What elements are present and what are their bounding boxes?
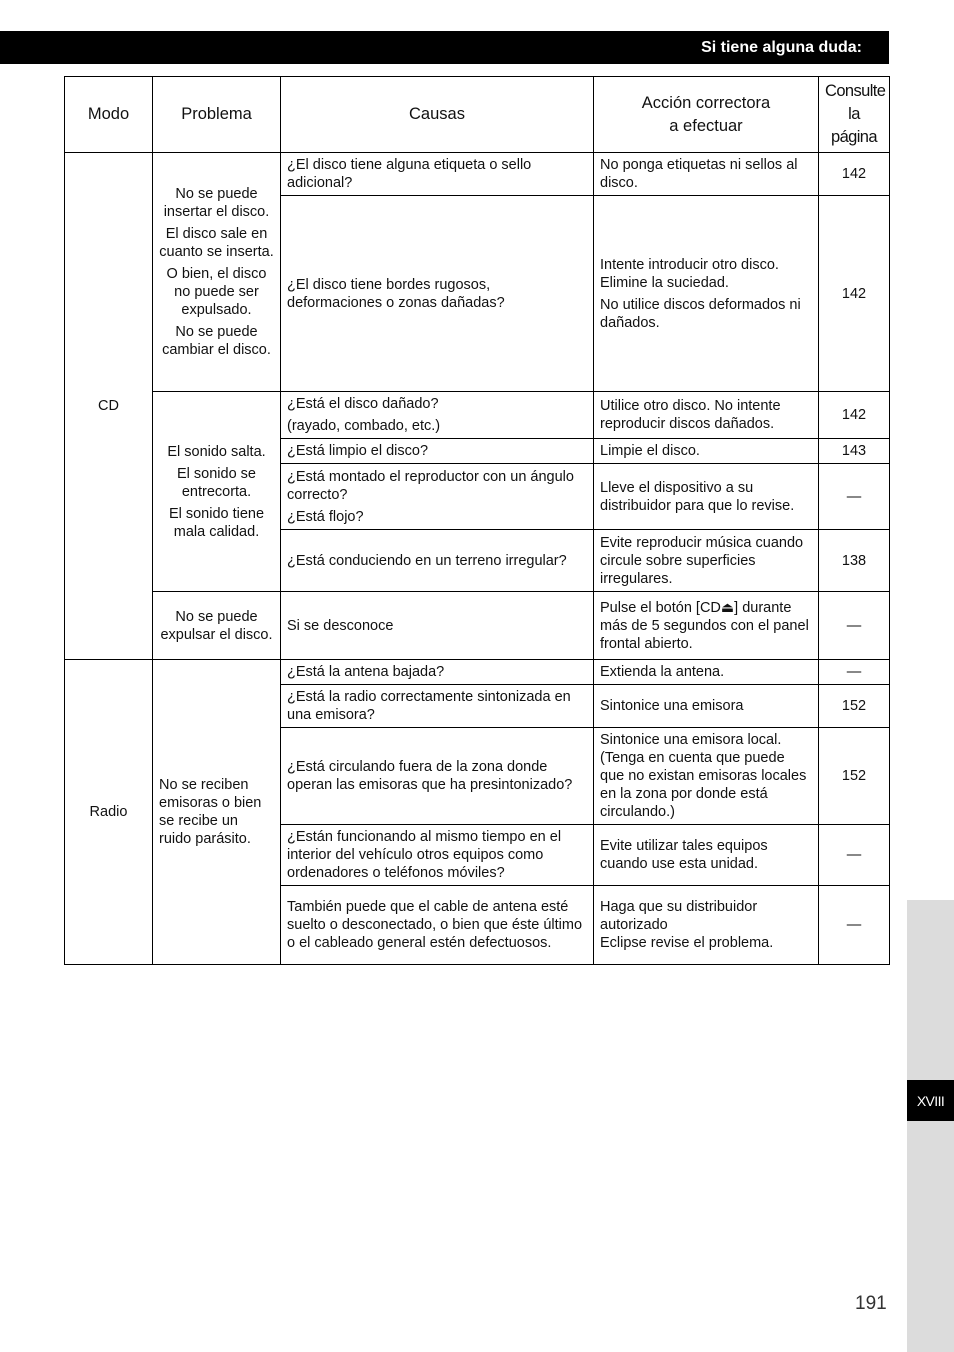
action-text: Haga que su distribuidor autorizado [600, 899, 758, 933]
cause-text: ¿El disco tiene bordes rugosos, deformaciones o zonas dañadas? [287, 276, 505, 311]
cause-cell [281, 464, 594, 530]
problem-text: El sonido se entrecorta. [177, 465, 256, 500]
table-row [65, 592, 890, 660]
action-cell [594, 685, 819, 728]
cause-text: ¿Están funcionando al mismo tiempo en el interior del vehículo otros equipos como ordenadores o teléfonos móviles? [287, 829, 562, 881]
problem-text: El sonido tiene mala calidad. [168, 505, 265, 540]
cause-text: ¿Está montado el reproductor con un ángulo correcto? [287, 468, 574, 503]
page-ref-cell: — [819, 464, 890, 530]
cause-text: ¿Está limpio el disco? [287, 443, 429, 459]
cause-cell [281, 530, 594, 592]
page-ref-cell: — [819, 886, 890, 965]
problem-cell [153, 392, 281, 592]
action-text: Limpie el disco. [600, 443, 700, 459]
action-text: Sintonice una emisora [600, 698, 744, 714]
action-text: durante más de 5 segundos con el panel frontal abierto. [600, 600, 809, 652]
action-text: Evite reproducir música cuando circule sobre superficies irregulares. [600, 534, 804, 587]
problem-text: O bien, el disco no puede ser expulsado. [166, 266, 267, 318]
action-cell [594, 592, 819, 660]
table-row [65, 660, 890, 685]
action-cell [594, 196, 819, 392]
action-cell [594, 464, 819, 530]
action-text: No utilice discos deformados ni dañados. [600, 296, 801, 331]
section-header-bar [0, 31, 889, 64]
problem-cell [153, 592, 281, 660]
side-tab [907, 900, 954, 1352]
mode-cell-radio: Radio [65, 660, 153, 965]
table-header-row [65, 77, 890, 153]
action-text: Extienda la antena. [600, 664, 725, 680]
page-ref-cell: — [819, 825, 890, 886]
col-header-action: Acción correctora a efectuar [594, 77, 819, 153]
problem-cell [153, 660, 281, 965]
col-header-problem: Problema [153, 77, 281, 153]
action-text: Pulse el botón [CD [600, 600, 721, 616]
page-ref-cell: 142 [819, 196, 890, 392]
page-ref-cell: — [819, 660, 890, 685]
cause-text: ¿Está la antena bajada? [287, 664, 445, 680]
problem-text: El disco sale en cuanto se inserta. [159, 226, 274, 260]
problem-text: No se puede insertar el disco. [163, 186, 270, 220]
cause-cell [281, 392, 594, 439]
action-cell [594, 660, 819, 685]
page-number: 191 [855, 1293, 887, 1314]
cause-cell [281, 153, 594, 196]
table-row [65, 153, 890, 196]
problem-cell [153, 153, 281, 392]
action-cell [594, 825, 819, 886]
col-header-mode: Modo [65, 77, 153, 153]
action-text: Eclipse revise el problema. [600, 935, 774, 951]
page-ref-cell: — [819, 592, 890, 660]
page-ref-cell: 152 [819, 728, 890, 825]
cause-text: También puede que el cable de antena esté suelto o desconectado, o bien que éste último o el cableado general estén defectuosos. [287, 899, 583, 951]
problem-text: El sonido salta. [167, 443, 266, 460]
col-header-causes: Causas [281, 77, 594, 153]
cause-cell [281, 660, 594, 685]
action-text: No ponga etiquetas ni sellos al disco. [600, 157, 798, 191]
cause-cell [281, 439, 594, 464]
action-cell [594, 728, 819, 825]
action-text: Intente introducir otro disco. Elimine la suciedad. [600, 256, 779, 291]
chapter-label: XVIII [907, 1080, 954, 1121]
cause-cell [281, 685, 594, 728]
problem-text: No se puede expulsar el disco. [160, 608, 273, 643]
cause-text: (rayado, combado, etc.) [287, 418, 441, 434]
troubleshooting-table [64, 76, 890, 965]
cause-text: Si se desconoce [287, 617, 394, 634]
cause-cell [281, 196, 594, 392]
action-cell [594, 392, 819, 439]
cause-cell [281, 825, 594, 886]
action-cell [594, 530, 819, 592]
page-ref-cell: 143 [819, 439, 890, 464]
problem-text: No se puede cambiar el disco. [162, 324, 271, 358]
eject-icon: ⏏ [720, 599, 735, 615]
cause-text: ¿Está flojo? [287, 508, 364, 525]
table-row [65, 392, 890, 439]
action-text: Evite utilizar tales equipos cuando use esta unidad. [600, 838, 768, 872]
page-ref-cell: 138 [819, 530, 890, 592]
cause-text: ¿Está el disco dañado? [287, 396, 439, 412]
cause-cell [281, 592, 594, 660]
action-text: Sintonice una emisora local. (Tenga en cuenta que puede que no existan emisoras locales en la zona por donde está circulando.) [600, 732, 807, 820]
page-ref-cell: 142 [819, 392, 890, 439]
col-header-page: Consulte la página [819, 77, 890, 153]
page-ref-cell: 142 [819, 153, 890, 196]
cause-text: ¿Está conduciendo en un terreno irregular? [287, 552, 567, 569]
action-text: Lleve el dispositivo a su distribuidor para que lo revise. [600, 479, 795, 514]
problem-text: No se reciben emisoras o bien se recibe un ruido parásito. [159, 777, 262, 847]
action-cell [594, 439, 819, 464]
cause-text: ¿Está circulando fuera de la zona donde operan las emisoras que ha presintonizado? [287, 759, 573, 793]
mode-cell-cd: CD [65, 153, 153, 660]
section-title: Si tiene alguna duda: [701, 38, 862, 56]
action-cell [594, 886, 819, 965]
action-cell [594, 153, 819, 196]
page-ref-cell: 152 [819, 685, 890, 728]
action-text: ] [734, 600, 739, 616]
action-text: Utilice otro disco. No intente reproducir discos dañados. [600, 398, 781, 432]
cause-text: ¿El disco tiene alguna etiqueta o sello adicional? [287, 157, 532, 191]
cause-text: ¿Está la radio correctamente sintonizada en una emisora? [287, 689, 571, 723]
cause-cell [281, 886, 594, 965]
cause-cell [281, 728, 594, 825]
